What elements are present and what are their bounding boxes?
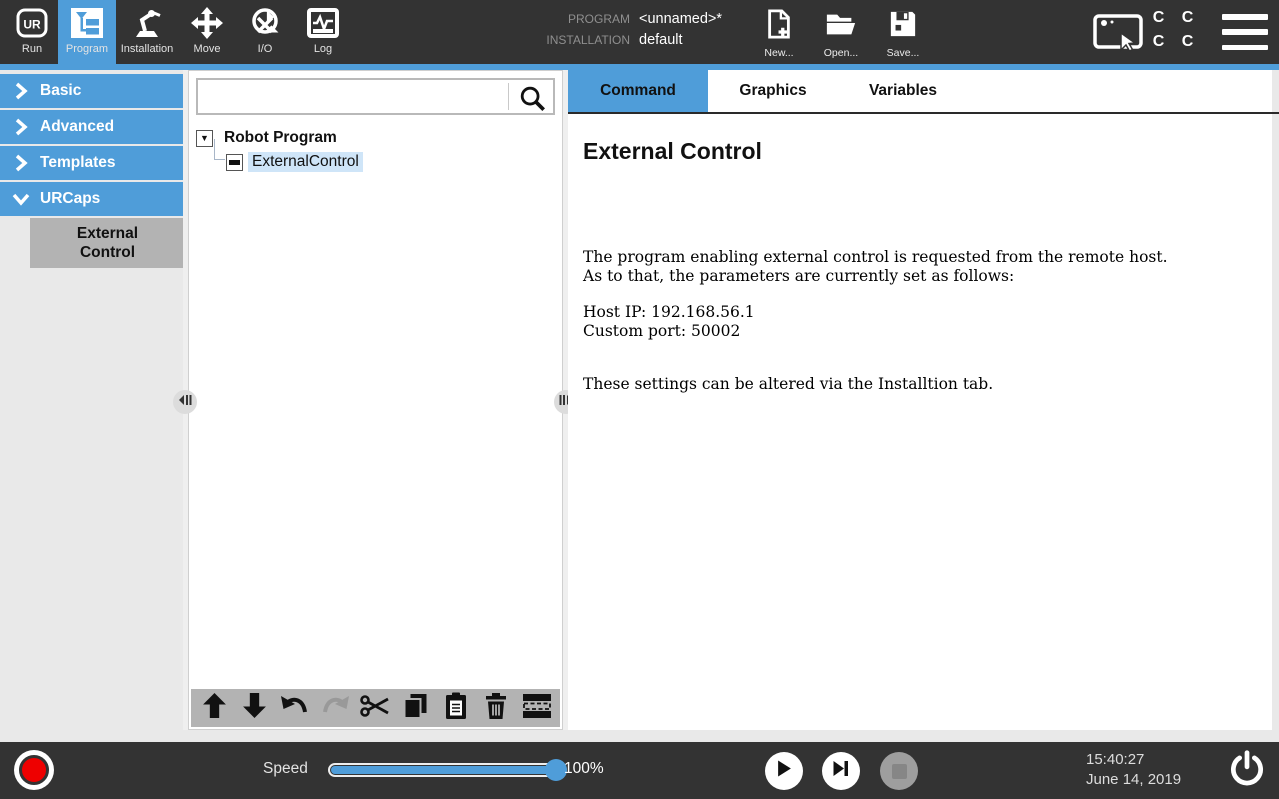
tab-graphics[interactable] bbox=[708, 70, 838, 112]
program-name-value: <unnamed>* bbox=[639, 11, 723, 27]
nav-run-button[interactable] bbox=[6, 0, 58, 64]
main-nav bbox=[6, 0, 352, 64]
nav-move-button[interactable] bbox=[178, 0, 236, 64]
structure-icon bbox=[520, 693, 554, 724]
step-button[interactable] bbox=[822, 752, 860, 790]
speed-slider-fill bbox=[331, 766, 556, 774]
stop-icon bbox=[892, 764, 907, 779]
move-up-button[interactable] bbox=[197, 692, 231, 724]
sidebar-section-label: URCaps bbox=[40, 190, 101, 207]
robot-status-red-icon bbox=[19, 755, 49, 785]
cut-scissors-icon bbox=[360, 693, 390, 724]
date-value: June 14, 2019 bbox=[1086, 771, 1182, 788]
svg-text:UR: UR bbox=[23, 17, 41, 32]
panel-tabs bbox=[568, 70, 1272, 112]
tree-node-external-control[interactable] bbox=[226, 152, 363, 172]
search-divider bbox=[508, 83, 509, 110]
nav-move-label: Move bbox=[193, 43, 221, 55]
log-chart-icon bbox=[307, 5, 339, 41]
program-tree-panel bbox=[188, 70, 563, 730]
initialize-robot-button[interactable] bbox=[14, 750, 54, 790]
copy-icon bbox=[402, 692, 429, 725]
nav-log-button[interactable] bbox=[294, 0, 352, 64]
nav-io-button[interactable] bbox=[236, 0, 294, 64]
nav-installation-label: Installation bbox=[120, 43, 174, 55]
save-program-button[interactable] bbox=[872, 2, 934, 62]
status-letter: C bbox=[1181, 33, 1194, 50]
settings-note-text: These settings can be altered via the Installtion tab. bbox=[583, 375, 994, 393]
nav-log-label: Log bbox=[313, 43, 333, 55]
tree-toolbar bbox=[191, 689, 560, 727]
undo-icon bbox=[280, 693, 310, 724]
installation-name-value: default bbox=[639, 32, 683, 48]
speed-percent-value: 100% bbox=[564, 760, 604, 777]
time-value: 15:40:27 bbox=[1086, 751, 1145, 768]
delete-button[interactable] bbox=[479, 692, 513, 724]
stop-button[interactable] bbox=[880, 752, 918, 790]
remote-control-button[interactable] bbox=[1091, 11, 1147, 53]
redo-button[interactable] bbox=[318, 692, 352, 724]
sidebar-section-label: Advanced bbox=[40, 118, 115, 135]
program-tree-icon bbox=[71, 5, 103, 41]
redo-icon bbox=[320, 693, 350, 724]
structure-button[interactable] bbox=[520, 692, 554, 724]
sidebar-item-external-control[interactable] bbox=[30, 218, 185, 268]
open-program-button[interactable] bbox=[810, 2, 872, 62]
cut-button[interactable] bbox=[358, 692, 392, 724]
description-text bbox=[583, 248, 1168, 285]
chevron-right-icon bbox=[12, 82, 30, 100]
status-letter: C bbox=[1181, 9, 1194, 26]
tab-command-label: Command bbox=[600, 82, 676, 99]
chevron-right-icon bbox=[12, 118, 30, 136]
tree-node-label: ExternalControl bbox=[248, 152, 363, 172]
save-button-label: Save... bbox=[886, 47, 920, 59]
hamburger-menu-button[interactable] bbox=[1222, 14, 1268, 50]
description-line-1: The program enabling external control is requested from the remote host. bbox=[583, 248, 1168, 266]
teach-pendant-icon bbox=[1091, 40, 1147, 57]
program-info bbox=[536, 11, 722, 53]
ur-logo-icon bbox=[16, 5, 48, 41]
nav-program-label: Program bbox=[65, 43, 109, 55]
open-button-label: Open... bbox=[823, 47, 859, 59]
robot-arm-icon bbox=[130, 5, 164, 41]
tree-search-box bbox=[196, 78, 555, 115]
collapse-left-icon bbox=[178, 393, 192, 412]
save-floppy-icon bbox=[889, 9, 917, 44]
sidebar-section-templates[interactable] bbox=[0, 146, 185, 180]
chevron-right-icon bbox=[12, 154, 30, 172]
undo-button[interactable] bbox=[278, 692, 312, 724]
move-up-icon bbox=[201, 692, 228, 724]
nav-installation-button[interactable] bbox=[116, 0, 178, 64]
tab-variables[interactable] bbox=[838, 70, 968, 112]
paste-button[interactable] bbox=[439, 692, 473, 724]
parameters-text bbox=[583, 303, 755, 340]
tree-connector-line bbox=[214, 139, 225, 160]
sidebar-section-basic[interactable] bbox=[0, 74, 185, 108]
tab-variables-label: Variables bbox=[868, 82, 938, 99]
tree-expander-icon[interactable]: ▼ bbox=[196, 130, 213, 147]
speed-slider[interactable] bbox=[328, 763, 560, 777]
copy-button[interactable] bbox=[399, 692, 433, 724]
file-actions bbox=[748, 2, 934, 62]
search-input[interactable] bbox=[202, 82, 502, 111]
collapse-left-handle[interactable] bbox=[173, 390, 197, 414]
bottom-bar bbox=[0, 742, 1279, 799]
chevron-down-icon bbox=[12, 190, 30, 208]
search-icon[interactable] bbox=[518, 84, 546, 112]
tab-command[interactable] bbox=[568, 70, 708, 112]
trash-icon bbox=[483, 692, 509, 725]
step-icon bbox=[833, 760, 849, 782]
speed-label: Speed bbox=[263, 760, 308, 777]
tab-underline bbox=[568, 112, 1279, 114]
external-control-item-label: External Control bbox=[76, 225, 139, 261]
shutdown-button[interactable] bbox=[1226, 749, 1268, 791]
status-letter: C bbox=[1152, 33, 1165, 50]
nav-io-label: I/O bbox=[257, 43, 273, 55]
io-icon bbox=[249, 5, 281, 41]
play-button[interactable] bbox=[765, 752, 803, 790]
installation-key-label: INSTALLATION bbox=[546, 33, 630, 47]
description-line-2: As to that, the parameters are currently set as follows: bbox=[583, 266, 1015, 285]
move-arrows-icon bbox=[191, 5, 223, 41]
new-program-button[interactable] bbox=[748, 2, 810, 62]
move-down-icon bbox=[241, 692, 268, 724]
new-file-icon bbox=[765, 9, 793, 44]
tree-root-label: Robot Program bbox=[224, 129, 337, 146]
status-letter: C bbox=[1152, 9, 1165, 26]
nav-program-button[interactable] bbox=[58, 0, 116, 64]
paste-clipboard-icon bbox=[443, 692, 469, 725]
page-title: External Control bbox=[583, 138, 762, 164]
sidebar-section-advanced[interactable] bbox=[0, 110, 185, 144]
play-icon bbox=[777, 760, 792, 782]
clock bbox=[1086, 750, 1181, 790]
status-letter-grid bbox=[1147, 9, 1199, 55]
hamburger-icon bbox=[1222, 14, 1268, 20]
tab-graphics-label: Graphics bbox=[739, 82, 807, 99]
power-icon bbox=[1226, 778, 1268, 795]
top-bar bbox=[0, 0, 1279, 70]
new-button-label: New... bbox=[764, 47, 794, 59]
custom-port-value: Custom port: 50002 bbox=[583, 321, 741, 340]
move-down-button[interactable] bbox=[238, 692, 272, 724]
sidebar-section-label: Basic bbox=[40, 82, 82, 99]
nav-run-label: Run bbox=[21, 43, 43, 55]
program-node-icon bbox=[226, 154, 243, 171]
command-panel bbox=[568, 70, 1272, 730]
open-folder-icon bbox=[825, 9, 857, 44]
host-ip-value: Host IP: 192.168.56.1 bbox=[583, 303, 755, 321]
sidebar-section-urcaps[interactable] bbox=[0, 182, 185, 216]
sidebar-section-label: Templates bbox=[40, 154, 116, 171]
program-key-label: PROGRAM bbox=[567, 12, 630, 26]
